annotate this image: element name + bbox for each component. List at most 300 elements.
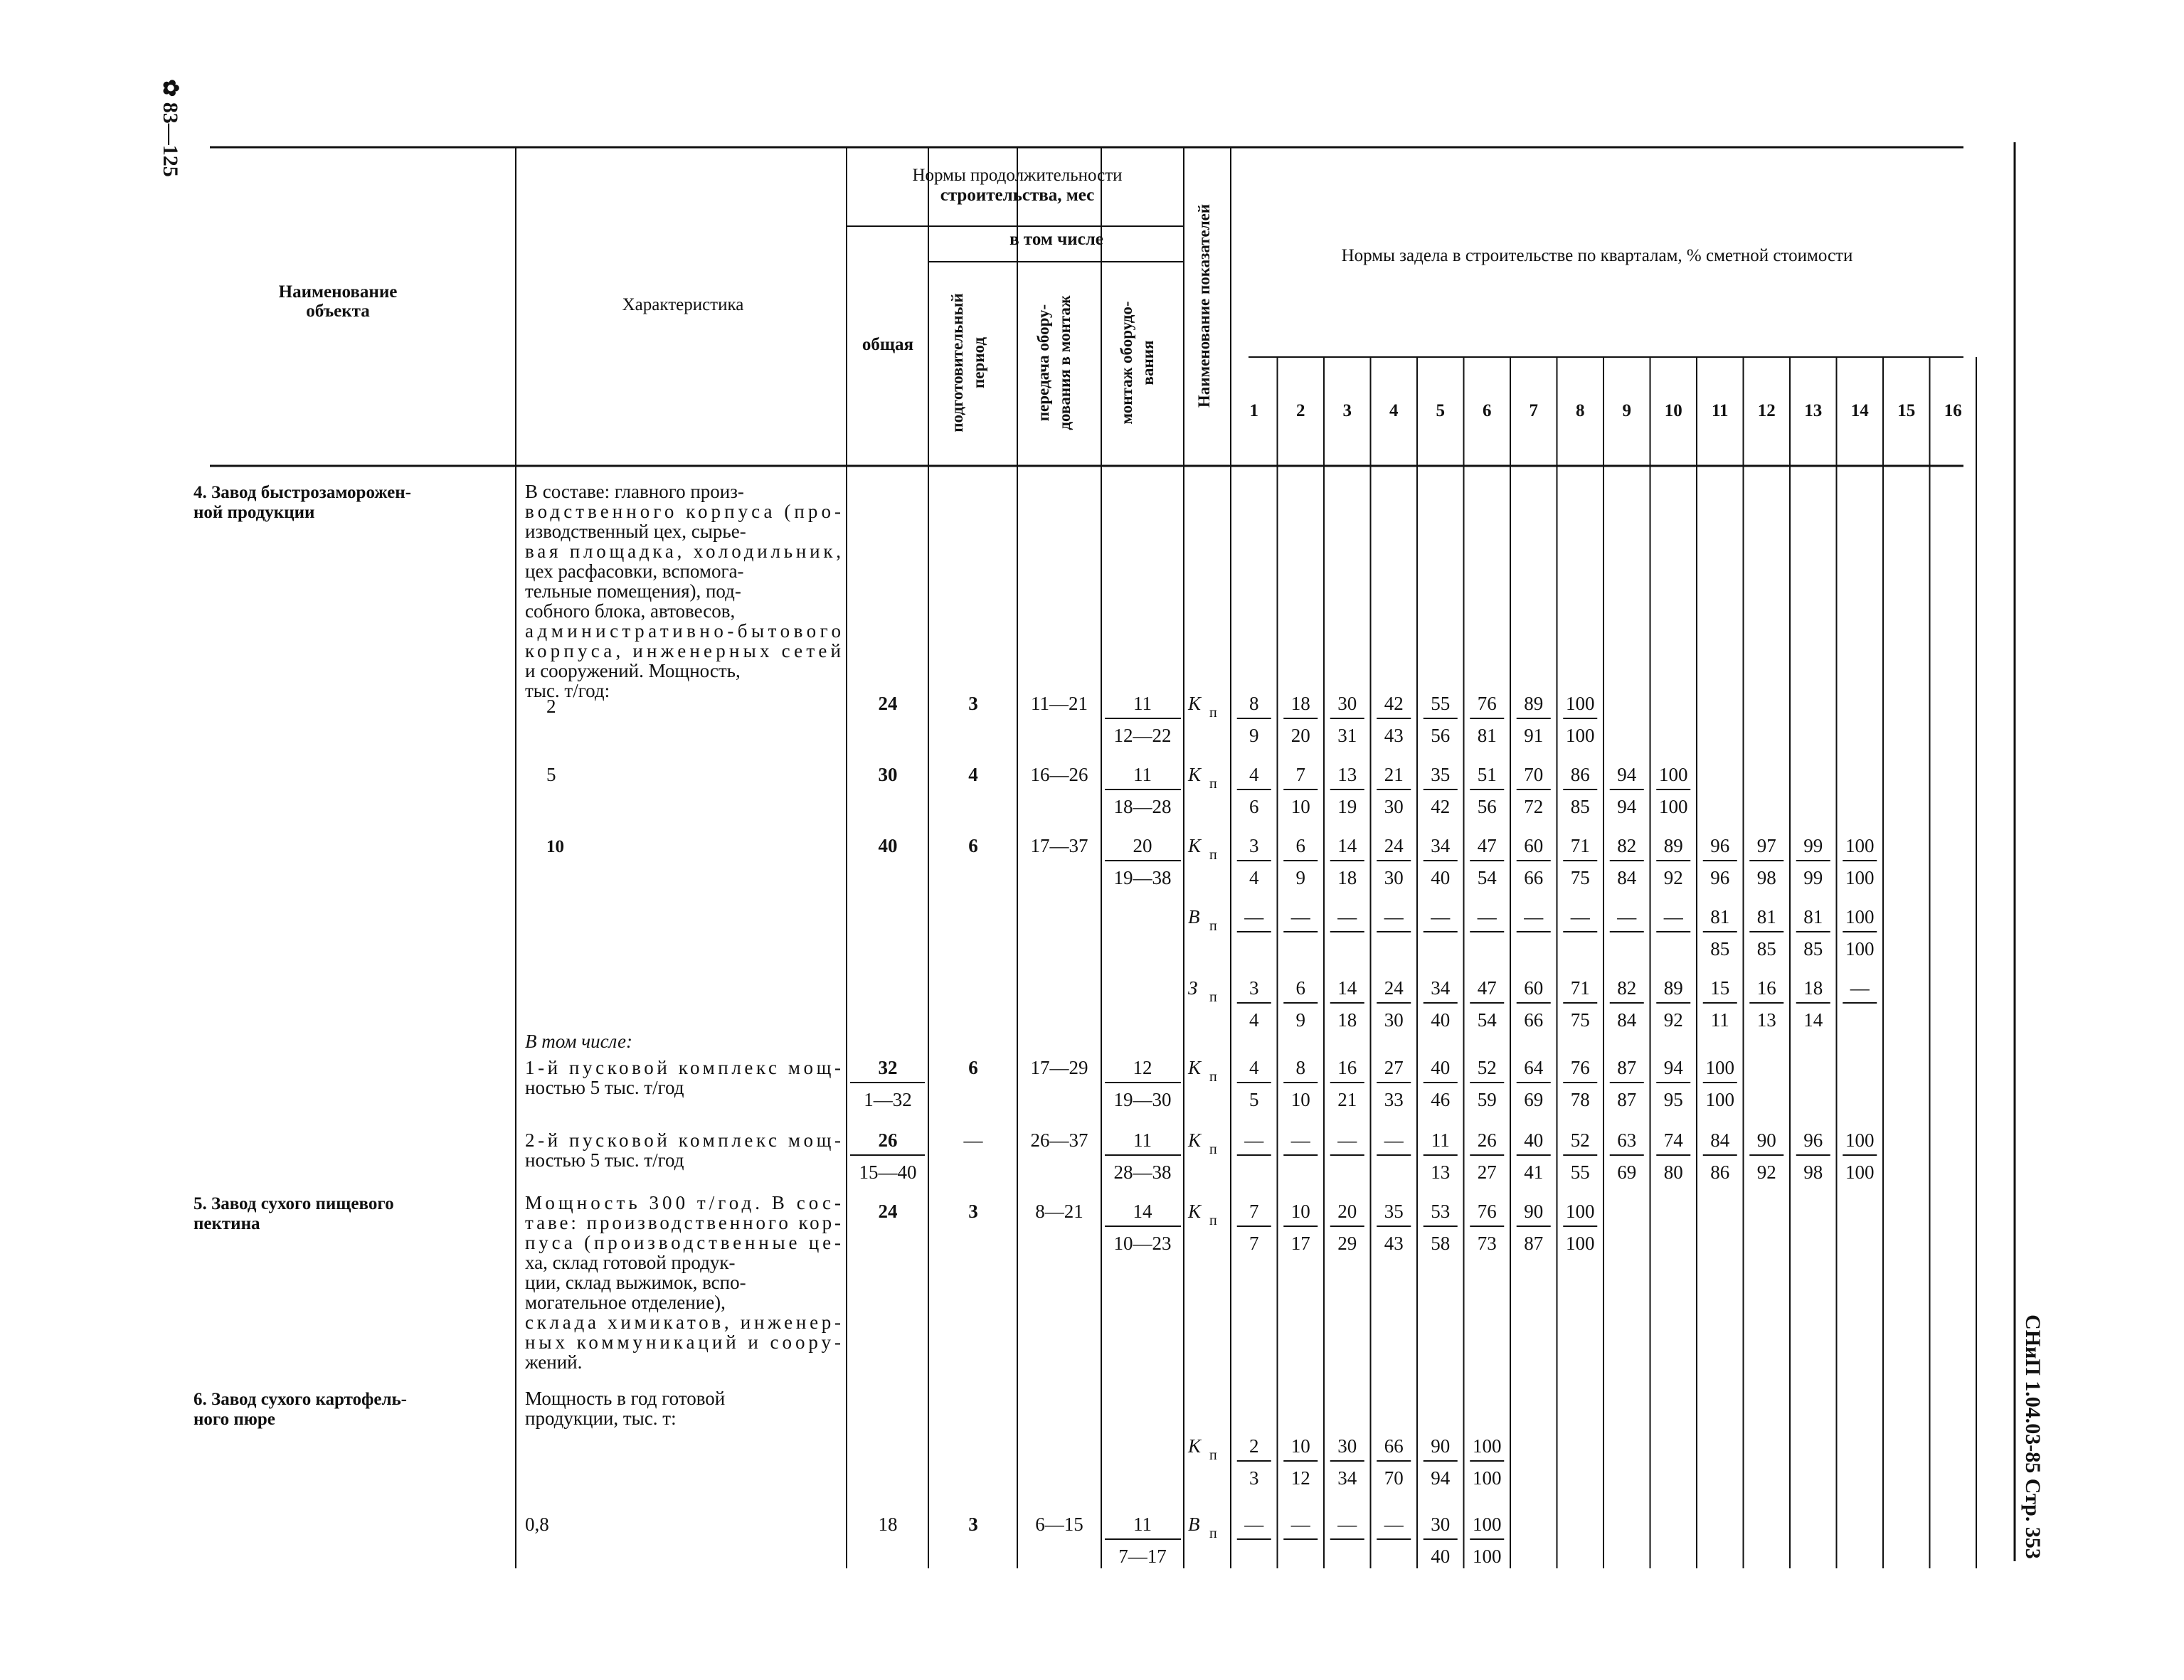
backlog-value: 11	[1431, 1129, 1450, 1151]
header-prep-period: период	[970, 337, 987, 388]
total-duration: 32	[878, 1057, 898, 1078]
backlog-value: 4	[1249, 1009, 1259, 1031]
launch-complex-label: ностью 5 тыс. т/год	[525, 1077, 684, 1098]
backlog-value: 40	[1431, 1057, 1451, 1078]
backlog-value: 100	[1473, 1467, 1502, 1489]
backlog-value: 31	[1337, 725, 1357, 746]
indicator-letter: К	[1188, 764, 1201, 785]
backlog-value: —	[1337, 906, 1357, 927]
backlog-value: 92	[1756, 1161, 1776, 1183]
backlog-value: 89	[1663, 835, 1683, 856]
backlog-value: 17	[1290, 1233, 1310, 1254]
backlog-value: 54	[1477, 867, 1497, 888]
backlog-value: 96	[1710, 867, 1730, 888]
backlog-value: 89	[1524, 693, 1544, 714]
backlog-value: 94	[1431, 1467, 1451, 1489]
object-name: 4. Завод быстрозаморожен-	[194, 483, 411, 502]
prep-period-value: 6	[968, 835, 978, 856]
backlog-value: —	[1850, 977, 1870, 999]
backlog-value: 100	[1845, 1129, 1875, 1151]
backlog-value: 100	[1473, 1546, 1502, 1567]
quarter-number: 15	[1897, 401, 1916, 420]
quarter-number: 16	[1944, 401, 1962, 420]
object-name: 6. Завод сухого картофель-	[194, 1390, 408, 1409]
header-equipment-install: монтаж оборудо-	[1118, 301, 1135, 425]
backlog-value: 100	[1659, 764, 1688, 785]
launch-complex-label: 1-й пусковой комплекс мощ-	[525, 1057, 841, 1078]
backlog-value: 55	[1570, 1161, 1590, 1183]
backlog-value: 46	[1431, 1089, 1451, 1110]
backlog-value: 71	[1570, 977, 1590, 999]
backlog-value: 75	[1570, 1009, 1590, 1031]
backlog-value: 84	[1617, 1009, 1637, 1031]
capacity-value: 0,8	[525, 1514, 549, 1535]
backlog-value: —	[1570, 906, 1590, 927]
backlog-value: 73	[1477, 1233, 1497, 1254]
backlog-value: 9	[1249, 725, 1259, 746]
indicator-letter: К	[1188, 693, 1201, 714]
backlog-value: 6	[1295, 977, 1305, 999]
table-body	[194, 481, 1877, 1567]
backlog-value: 27	[1384, 1057, 1404, 1078]
total-duration-range: 1—32	[864, 1089, 912, 1110]
backlog-value: 47	[1477, 977, 1497, 999]
backlog-value: 86	[1710, 1161, 1730, 1183]
header-object-name: объекта	[306, 302, 370, 321]
backlog-value: 54	[1477, 1009, 1497, 1031]
backlog-value: 12	[1290, 1467, 1310, 1489]
backlog-value: 60	[1524, 835, 1544, 856]
quarter-number: 2	[1296, 401, 1305, 420]
backlog-value: —	[1244, 906, 1264, 927]
backlog-value: 81	[1803, 906, 1823, 927]
install-value: 20	[1133, 835, 1152, 856]
backlog-value: 21	[1337, 1089, 1357, 1110]
backlog-value: —	[1384, 906, 1404, 927]
backlog-value: 98	[1756, 867, 1776, 888]
backlog-value: 3	[1249, 977, 1259, 999]
quarter-number: 3	[1342, 401, 1352, 420]
header-including: в том числе	[1009, 230, 1103, 249]
backlog-value: 55	[1431, 693, 1451, 714]
backlog-value: 29	[1337, 1233, 1357, 1254]
indicator-letter: З	[1188, 977, 1198, 999]
object-description: ции, склад выжимок, вспо-	[525, 1272, 746, 1293]
object-description: и сооружений. Мощность,	[525, 660, 741, 681]
indicator-subscript: п	[1209, 918, 1217, 934]
backlog-value: 58	[1431, 1233, 1451, 1254]
backlog-value: —	[1337, 1129, 1357, 1151]
backlog-value: 5	[1249, 1089, 1259, 1110]
backlog-value: 10	[1290, 796, 1310, 817]
backlog-value: 35	[1431, 764, 1451, 785]
backlog-value: 41	[1524, 1161, 1544, 1183]
backlog-value: 4	[1249, 867, 1259, 888]
header-prep-period: подготовительный	[948, 293, 966, 432]
indicator-subscript: п	[1209, 847, 1217, 863]
total-duration: 30	[878, 764, 898, 785]
backlog-value: 69	[1524, 1089, 1544, 1110]
indicator-letter: К	[1188, 1201, 1201, 1222]
header-indicator-name: Наименование показателей	[1195, 203, 1213, 408]
backlog-value: —	[1431, 906, 1451, 927]
backlog-value: 14	[1803, 1009, 1823, 1031]
install-value: 11	[1133, 1129, 1152, 1151]
backlog-value: 30	[1384, 867, 1404, 888]
object-name: пектина	[194, 1214, 260, 1233]
indicator-letter: В	[1188, 906, 1200, 927]
header-equipment-install: вания	[1139, 340, 1157, 386]
indicator-subscript: п	[1209, 1213, 1217, 1228]
install-range: 19—30	[1113, 1089, 1172, 1110]
backlog-value: 30	[1431, 1514, 1451, 1535]
backlog-value: 90	[1524, 1201, 1544, 1222]
indicator-subscript: п	[1209, 989, 1217, 1005]
prep-period-value: 3	[968, 693, 978, 714]
quarter-number: 4	[1389, 401, 1399, 420]
backlog-value: 53	[1431, 1201, 1451, 1222]
backlog-value: 98	[1803, 1161, 1823, 1183]
backlog-value: 52	[1570, 1129, 1590, 1151]
capacity-value: 2	[546, 696, 556, 717]
header-characteristic: Характеристика	[622, 295, 744, 314]
backlog-value: —	[1290, 1514, 1310, 1535]
backlog-value: 24	[1384, 835, 1404, 856]
backlog-value: 11	[1710, 1009, 1729, 1031]
backlog-value: 3	[1249, 835, 1259, 856]
total-duration: 24	[878, 693, 898, 714]
object-description: собного блока, автовесов,	[525, 600, 736, 622]
backlog-value: 82	[1617, 835, 1637, 856]
object-description: корпуса, инженерных сетей	[525, 640, 841, 661]
backlog-value: 92	[1663, 867, 1683, 888]
backlog-value: 100	[1845, 835, 1875, 856]
install-value: 12	[1133, 1057, 1152, 1078]
object-description: изводственный цех, сырье-	[525, 521, 746, 542]
indicator-subscript: п	[1209, 776, 1217, 792]
page-marker: ✿ 83—125	[159, 79, 182, 177]
handover-value: 8—21	[1035, 1201, 1083, 1222]
backlog-value: —	[1384, 1514, 1404, 1535]
object-description: ха, склад готовой продук-	[525, 1252, 736, 1273]
backlog-value: 66	[1524, 1009, 1544, 1031]
header-duration-title: Нормы продолжительности	[912, 166, 1123, 185]
object-name: 5. Завод сухого пищевого	[194, 1194, 394, 1213]
handover-value: 26—37	[1030, 1129, 1088, 1151]
backlog-value: 21	[1384, 764, 1404, 785]
backlog-value: —	[1290, 1129, 1310, 1151]
backlog-value: 97	[1756, 835, 1776, 856]
quarter-number: 11	[1711, 401, 1729, 420]
backlog-value: 100	[1566, 693, 1595, 714]
object-description: жений.	[525, 1351, 583, 1373]
backlog-value: 94	[1617, 796, 1637, 817]
object-description: водственного корпуса (про-	[525, 501, 841, 522]
backlog-value: 81	[1710, 906, 1730, 927]
backlog-value: —	[1617, 906, 1637, 927]
backlog-value: —	[1244, 1129, 1264, 1151]
backlog-value: 100	[1566, 725, 1595, 746]
backlog-value: 8	[1295, 1057, 1305, 1078]
backlog-value: 14	[1337, 977, 1357, 999]
backlog-value: 66	[1384, 1435, 1404, 1457]
running-title: СНиП 1.04.03-85 Стр. 353	[2021, 1314, 2045, 1559]
backlog-value: 100	[1845, 938, 1875, 959]
backlog-value: 10	[1290, 1089, 1310, 1110]
handover-value: 11—21	[1031, 693, 1088, 714]
backlog-value: 80	[1663, 1161, 1683, 1183]
install-value: 11	[1133, 764, 1152, 785]
backlog-value: 95	[1663, 1089, 1683, 1110]
backlog-value: 19	[1337, 796, 1357, 817]
backlog-value: 82	[1617, 977, 1637, 999]
backlog-value: —	[1384, 1129, 1404, 1151]
backlog-value: 13	[1337, 764, 1357, 785]
object-description: склада химикатов, инженер-	[525, 1312, 841, 1333]
backlog-value: 43	[1384, 1233, 1404, 1254]
header-backlog-title: Нормы задела в строительстве по кварталам, % сметной стоимости	[1341, 246, 1853, 265]
backlog-value: 91	[1524, 725, 1544, 746]
backlog-value: 16	[1337, 1057, 1357, 1078]
backlog-value: 42	[1384, 693, 1404, 714]
backlog-value: 7	[1295, 764, 1305, 785]
backlog-value: 40	[1524, 1129, 1544, 1151]
backlog-value: 4	[1249, 764, 1259, 785]
backlog-value: 100	[1845, 867, 1875, 888]
install-range: 28—38	[1113, 1161, 1172, 1183]
quarter-number: 8	[1576, 401, 1585, 420]
backlog-value: 56	[1431, 725, 1451, 746]
backlog-value: 18	[1290, 693, 1310, 714]
backlog-value: 71	[1570, 835, 1590, 856]
object-description: пуса (производственные це-	[525, 1232, 841, 1253]
object-description: цех расфасовки, вспомога-	[525, 560, 744, 582]
indicator-subscript: п	[1209, 1447, 1217, 1463]
backlog-value: 96	[1710, 835, 1730, 856]
object-description: Мощность 300 т/год. В сос-	[525, 1192, 841, 1213]
indicator-subscript: п	[1209, 1142, 1217, 1157]
quarter-number: 7	[1529, 401, 1538, 420]
backlog-value: 40	[1431, 1009, 1451, 1031]
backlog-value: 100	[1659, 796, 1688, 817]
backlog-value: 87	[1524, 1233, 1544, 1254]
backlog-value: —	[1290, 906, 1310, 927]
backlog-value: 76	[1570, 1057, 1590, 1078]
quarter-number: 1	[1249, 401, 1258, 420]
backlog-value: 51	[1477, 764, 1497, 785]
backlog-value: 81	[1477, 725, 1497, 746]
backlog-value: 89	[1663, 977, 1683, 999]
quarter-number: 6	[1483, 401, 1492, 420]
handover-value: 16—26	[1030, 764, 1088, 785]
backlog-value: 40	[1431, 867, 1451, 888]
launch-complex-label: ностью 5 тыс. т/год	[525, 1149, 684, 1171]
backlog-value: 100	[1705, 1057, 1734, 1078]
backlog-value: 100	[1566, 1201, 1595, 1222]
indicator-letter: К	[1188, 1057, 1201, 1078]
indicator-letter: К	[1188, 835, 1201, 856]
object-name: ного пюре	[194, 1410, 275, 1429]
backlog-value: 52	[1477, 1057, 1497, 1078]
backlog-value: 75	[1570, 867, 1590, 888]
backlog-value: 90	[1431, 1435, 1451, 1457]
backlog-value: 34	[1431, 835, 1451, 856]
backlog-value: 64	[1524, 1057, 1544, 1078]
backlog-value: 7	[1249, 1233, 1259, 1254]
header-equipment-handover: передача обору-	[1034, 304, 1052, 422]
backlog-value: 76	[1477, 693, 1497, 714]
table-header	[279, 166, 1962, 432]
backlog-value: 6	[1249, 796, 1259, 817]
backlog-value: 3	[1249, 1467, 1259, 1489]
prep-period-value: 4	[968, 764, 978, 785]
indicator-subscript: п	[1209, 1526, 1217, 1541]
backlog-value: 18	[1337, 867, 1357, 888]
backlog-value: 69	[1617, 1161, 1637, 1183]
install-range: 12—22	[1113, 725, 1172, 746]
prep-period-value: 3	[968, 1514, 978, 1535]
quarter-number: 14	[1850, 401, 1869, 420]
backlog-value: 27	[1477, 1161, 1497, 1183]
table-grid	[210, 142, 2015, 1568]
capacity-value: 10	[546, 837, 564, 856]
object-description: продукции, тыс. т:	[525, 1408, 677, 1429]
header-equipment-handover: дования в монтаж	[1056, 295, 1074, 430]
backlog-value: —	[1244, 1514, 1264, 1535]
quarter-number: 5	[1436, 401, 1445, 420]
backlog-value: 94	[1663, 1057, 1683, 1078]
backlog-value: 42	[1431, 796, 1451, 817]
backlog-value: 10	[1290, 1201, 1310, 1222]
header-object-name: Наименование	[278, 282, 398, 302]
backlog-value: 56	[1477, 796, 1497, 817]
install-range: 7—17	[1118, 1546, 1167, 1567]
backlog-value: 99	[1803, 835, 1823, 856]
backlog-value: 9	[1295, 1009, 1305, 1031]
backlog-value: 84	[1710, 1129, 1730, 1151]
object-description: тельные помещения), под-	[525, 580, 741, 602]
quarter-number: 12	[1757, 401, 1776, 420]
indicator-subscript: п	[1209, 705, 1217, 721]
launch-complex-label: 2-й пусковой комплекс мощ-	[525, 1129, 841, 1151]
indicator-letter: В	[1188, 1514, 1200, 1535]
prep-period-value: —	[963, 1129, 983, 1151]
backlog-value: —	[1477, 906, 1497, 927]
backlog-value: 13	[1756, 1009, 1776, 1031]
backlog-value: 34	[1337, 1467, 1357, 1489]
object-description: могательное отделение),	[525, 1292, 726, 1313]
backlog-value: 9	[1295, 867, 1305, 888]
backlog-value: 74	[1663, 1129, 1683, 1151]
backlog-value: 66	[1524, 867, 1544, 888]
backlog-value: 7	[1249, 1201, 1259, 1222]
backlog-value: 59	[1477, 1089, 1497, 1110]
backlog-value: 20	[1337, 1201, 1357, 1222]
backlog-value: 87	[1617, 1089, 1637, 1110]
install-value: 11	[1133, 1514, 1152, 1535]
backlog-value: 81	[1756, 906, 1776, 927]
backlog-value: 94	[1617, 764, 1637, 785]
backlog-value: 26	[1477, 1129, 1497, 1151]
indicator-letter: К	[1188, 1129, 1201, 1151]
backlog-value: 16	[1756, 977, 1776, 999]
indicator-subscript: п	[1209, 1069, 1217, 1085]
backlog-value: 92	[1663, 1009, 1683, 1031]
backlog-value: 85	[1570, 796, 1590, 817]
backlog-value: —	[1663, 906, 1683, 927]
total-duration: 18	[878, 1514, 898, 1535]
total-duration: 40	[878, 835, 898, 856]
backlog-value: 78	[1570, 1089, 1590, 1110]
backlog-value: 2	[1249, 1435, 1259, 1457]
backlog-value: 35	[1384, 1201, 1404, 1222]
object-description: таве: производственного кор-	[525, 1212, 841, 1233]
install-value: 11	[1133, 693, 1152, 714]
object-description: ных коммуникаций и соору-	[525, 1331, 841, 1353]
backlog-value: 63	[1617, 1129, 1637, 1151]
backlog-value: 47	[1477, 835, 1497, 856]
quarter-number: 9	[1622, 401, 1631, 420]
backlog-value: 100	[1845, 906, 1875, 927]
total-duration: 26	[878, 1129, 898, 1151]
backlog-value: 86	[1570, 764, 1590, 785]
prep-period-value: 6	[968, 1057, 978, 1078]
backlog-value: 4	[1249, 1057, 1259, 1078]
backlog-value: 33	[1384, 1089, 1404, 1110]
capacity-value: 5	[546, 764, 556, 785]
install-range: 19—38	[1113, 867, 1172, 888]
backlog-value: 18	[1337, 1009, 1357, 1031]
backlog-value: 100	[1566, 1233, 1595, 1254]
backlog-value: 43	[1384, 725, 1404, 746]
handover-value: 6—15	[1035, 1514, 1083, 1535]
object-description: Мощность в год готовой	[525, 1388, 726, 1409]
backlog-value: 85	[1710, 938, 1730, 959]
backlog-value: 34	[1431, 977, 1451, 999]
object-description: административно-бытового	[525, 620, 841, 642]
backlog-value: 99	[1803, 867, 1823, 888]
backlog-value: 87	[1617, 1057, 1637, 1078]
object-description: В составе: главного произ-	[525, 481, 744, 502]
backlog-value: 13	[1431, 1161, 1451, 1183]
backlog-value: 100	[1473, 1514, 1502, 1535]
backlog-value: 72	[1524, 796, 1544, 817]
total-duration-range: 15—40	[859, 1161, 917, 1183]
object-description: тыс. т/год:	[525, 680, 610, 701]
backlog-value: 30	[1384, 1009, 1404, 1031]
backlog-value: 10	[1290, 1435, 1310, 1457]
object-name: ной продукции	[194, 503, 315, 522]
backlog-value: 30	[1337, 1435, 1357, 1457]
backlog-value: —	[1337, 1514, 1357, 1535]
install-value: 14	[1133, 1201, 1152, 1222]
quarter-number: 13	[1804, 401, 1823, 420]
backlog-value: 100	[1705, 1089, 1734, 1110]
backlog-value: 70	[1524, 764, 1544, 785]
backlog-value: 96	[1803, 1129, 1823, 1151]
backlog-value: 6	[1295, 835, 1305, 856]
backlog-value: 40	[1431, 1546, 1451, 1567]
backlog-value: —	[1524, 906, 1544, 927]
backlog-value: 18	[1803, 977, 1823, 999]
backlog-value: 60	[1524, 977, 1544, 999]
backlog-value: 8	[1249, 693, 1259, 714]
backlog-value: 85	[1803, 938, 1823, 959]
backlog-value: 100	[1473, 1435, 1502, 1457]
handover-value: 17—37	[1030, 835, 1088, 856]
backlog-value: 90	[1756, 1129, 1776, 1151]
header-total: общая	[862, 335, 914, 354]
